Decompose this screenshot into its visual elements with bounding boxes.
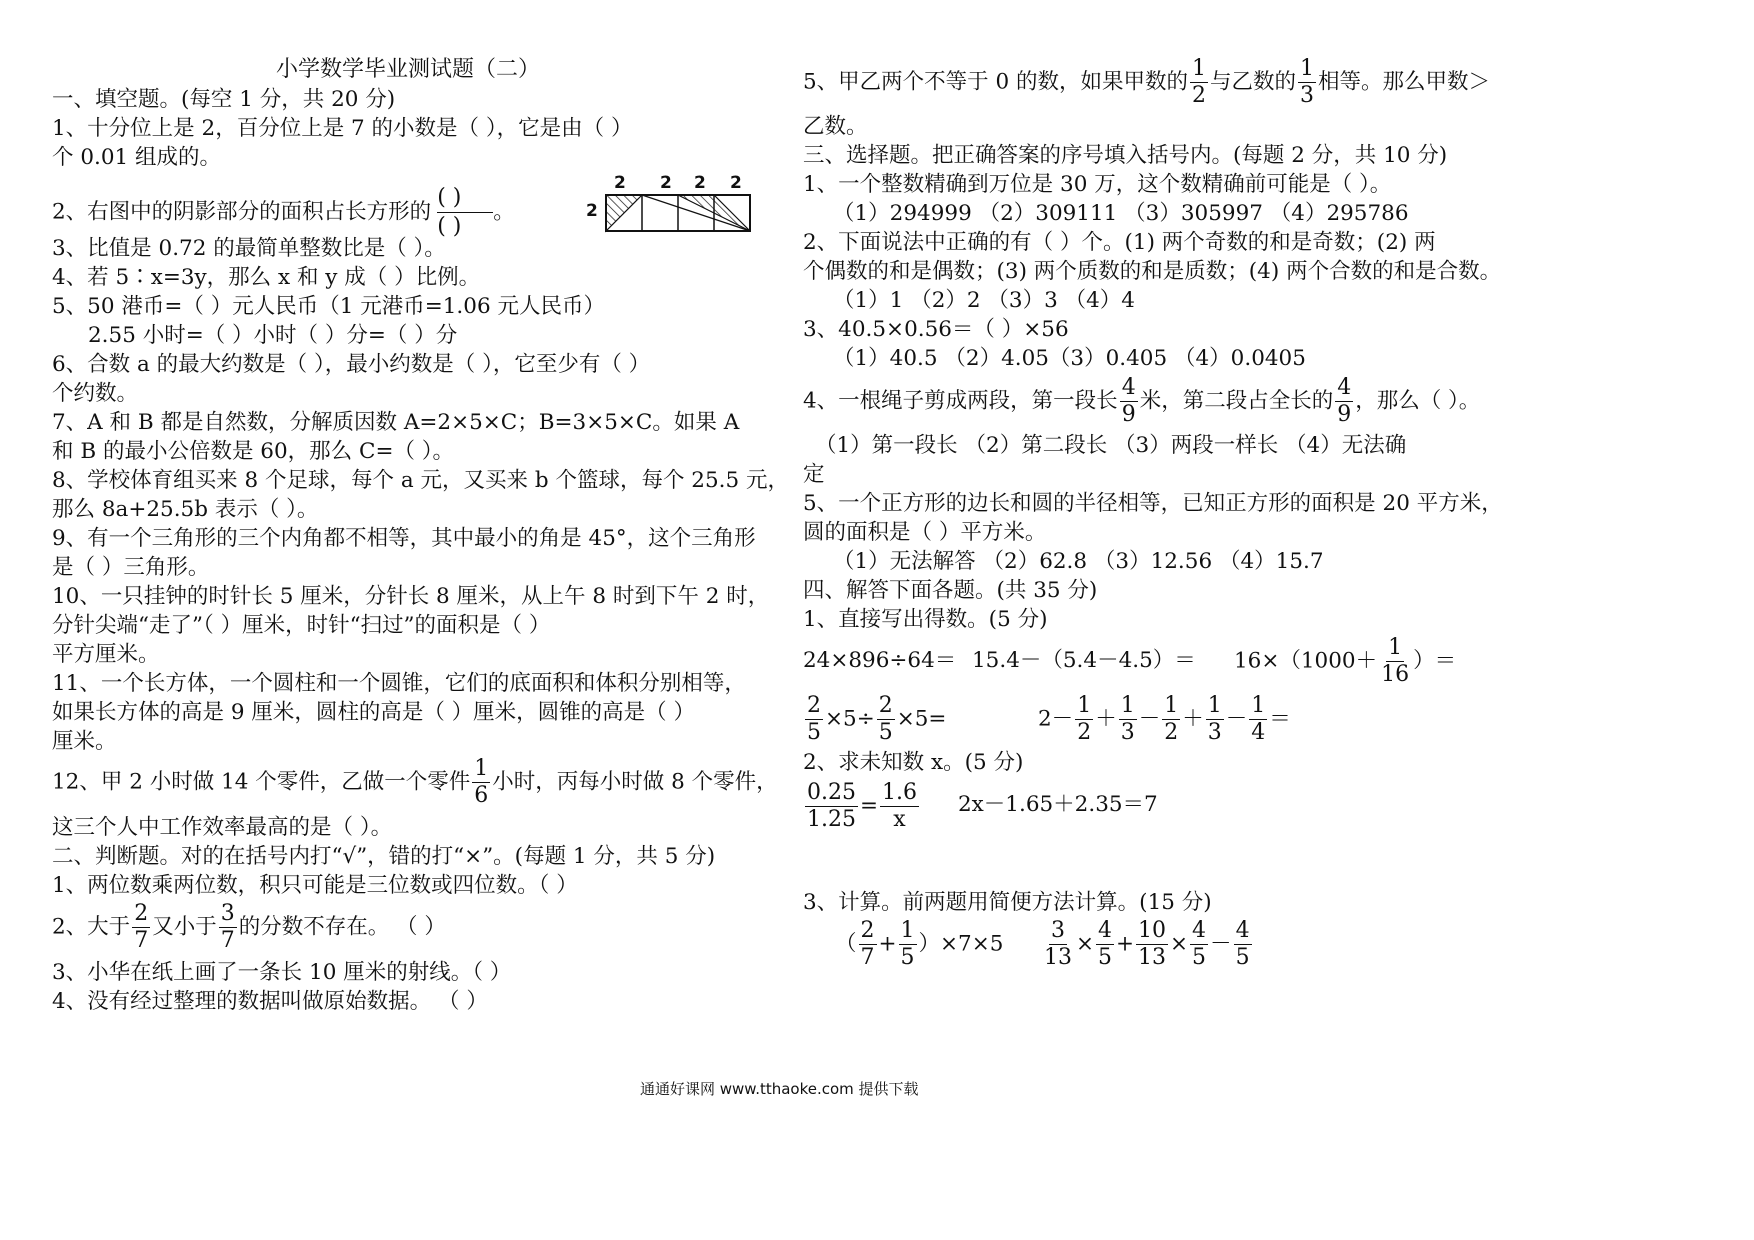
operator: － bbox=[1138, 706, 1161, 732]
operator: － bbox=[1210, 931, 1232, 957]
fraction bbox=[1234, 920, 1252, 969]
question-text: 2、下面说法中正确的有（ ）个。(1) 两个奇数的和是奇数；(2) 两 bbox=[803, 230, 1436, 255]
expression-part: 2－ bbox=[1038, 706, 1074, 732]
denominator: 1.25 bbox=[807, 807, 856, 832]
numerator: 1 bbox=[1300, 56, 1315, 81]
numerator: 4 bbox=[1337, 375, 1352, 400]
numerator: 4 bbox=[1121, 375, 1136, 400]
question-text: 与乙数的 bbox=[1210, 69, 1297, 95]
operator: ＋ bbox=[1182, 706, 1204, 732]
fraction bbox=[1249, 695, 1267, 744]
question-text: 7、A 和 B 都是自然数，分解质因数 A=2×5×C；B=3×5×C。如果 A bbox=[52, 410, 740, 435]
question-text: 5、50 港币=（ ）元人民币（1 元港币=1.06 元人民币） bbox=[52, 294, 605, 319]
question-text: 如果长方体的高是 9 厘米，圆柱的高是（ ）厘米，圆锥的高是（ ） bbox=[52, 700, 696, 725]
fraction bbox=[1162, 695, 1180, 744]
expression-part: ×5÷ bbox=[825, 706, 875, 732]
question-text: 分针尖端“走了”（ ）厘米，时针“扫过”的面积是（ ） bbox=[52, 613, 551, 638]
denominator: 5 bbox=[900, 945, 915, 970]
fraction bbox=[899, 920, 917, 969]
answer-options: （1）40.5 （2）4.05（3）0.405 （4）0.0405 bbox=[833, 346, 1306, 371]
expression-part: ×5= bbox=[896, 706, 947, 732]
question-text: 9、有一个三角形的三个内角都不相等，其中最小的角是 45°，这个三角形 bbox=[52, 526, 756, 551]
answer-options: （1）无法解答 （2）62.8 （3）12.56 （4）15.7 bbox=[833, 549, 1324, 574]
numerator: 2 bbox=[134, 901, 149, 926]
question-text bbox=[52, 903, 446, 952]
operator: × bbox=[1170, 931, 1189, 957]
section-heading-fill-in: 一、填空题。(每空 1 分，共 20 分) bbox=[52, 87, 396, 112]
section-heading-judge: 二、判断题。对的在括号内打“√”，错的打“×”。(每题 1 分，共 5 分) bbox=[52, 844, 716, 869]
expression bbox=[1234, 637, 1456, 686]
denominator: x bbox=[893, 807, 906, 832]
question-text: 2、右图中的阴影部分的面积占长方形的 bbox=[52, 199, 432, 225]
denominator: 2 bbox=[1164, 720, 1179, 745]
numerator: 3 bbox=[220, 901, 235, 926]
fraction bbox=[1075, 695, 1093, 744]
question-text: 个约数。 bbox=[52, 381, 139, 406]
numerator: 1 bbox=[1077, 693, 1092, 718]
expression-part: ）×7×5 bbox=[918, 931, 1004, 957]
fraction bbox=[132, 903, 150, 952]
numerator: 3 bbox=[1051, 918, 1065, 943]
figure-label: 2 bbox=[730, 173, 742, 193]
equation: 2x－1.65＋2.35＝7 bbox=[958, 792, 1158, 817]
denominator: 6 bbox=[474, 783, 489, 808]
figure-label: 2 bbox=[694, 173, 706, 193]
question-text bbox=[52, 184, 515, 241]
denominator: 2 bbox=[1077, 720, 1092, 745]
fraction bbox=[1120, 377, 1138, 426]
question-text: 3、计算。前两题用简便方法计算。(15 分) bbox=[803, 890, 1212, 915]
expression-part: ）＝ bbox=[1413, 648, 1457, 674]
numerator: 4 bbox=[1235, 918, 1250, 943]
fraction bbox=[1379, 637, 1411, 686]
question-text: 4、一根绳子剪成两段，第一段长 bbox=[803, 388, 1118, 414]
punctuation: 。 bbox=[493, 199, 515, 225]
section-heading-solve: 四、解答下面各题。(共 35 分) bbox=[803, 578, 1098, 603]
numerator: 1 bbox=[1388, 635, 1403, 660]
fraction bbox=[877, 695, 895, 744]
question-text bbox=[52, 758, 778, 807]
fraction bbox=[1206, 695, 1224, 744]
numerator: 1 bbox=[474, 756, 489, 781]
numerator: 0.25 bbox=[807, 780, 856, 805]
question-text: 10、一只挂钟的时针长 5 厘米，分针长 8 厘米，从上午 8 时到下午 2 时， bbox=[52, 584, 770, 609]
question-text: 2、求未知数 x。(5 分) bbox=[803, 750, 1024, 775]
denominator: 2 bbox=[1192, 83, 1207, 108]
denominator: 4 bbox=[1251, 720, 1266, 745]
question-text: 3、小华在纸上画了一条长 10 厘米的射线。（ ） bbox=[52, 960, 512, 985]
question-text: 个 0.01 组成的。 bbox=[52, 145, 222, 170]
operator: + bbox=[878, 931, 897, 957]
question-text: 小时，丙每小时做 8 个零件， bbox=[492, 769, 778, 795]
section-heading-choice: 三、选择题。把正确答案的序号填入括号内。(每题 2 分，共 10 分) bbox=[803, 143, 1448, 168]
expression: 24×896÷64＝ bbox=[803, 648, 957, 673]
expression: 15.4－（5.4－4.5）＝ bbox=[972, 648, 1196, 673]
question-text: 12、甲 2 小时做 14 个零件，乙做一个零件 bbox=[52, 769, 471, 795]
blank-numerator: ( ) bbox=[437, 185, 462, 210]
expression-part: 16×（1000＋ bbox=[1234, 648, 1378, 674]
operator: + bbox=[1116, 931, 1135, 957]
fraction bbox=[1119, 695, 1137, 744]
question-text: 这三个人中工作效率最高的是（ ）。 bbox=[52, 815, 393, 840]
question-text: 3、40.5×0.56＝（ ）×56 bbox=[803, 317, 1069, 342]
fraction bbox=[1042, 920, 1074, 969]
question-text: 的分数不存在。 （ ） bbox=[238, 914, 446, 940]
numerator: 2 bbox=[878, 693, 893, 718]
numerator: 2 bbox=[860, 918, 875, 943]
question-text: 1、十分位上是 2，百分位上是 7 的小数是（ ），它是由（ ） bbox=[52, 116, 633, 141]
fraction bbox=[1096, 920, 1114, 969]
denominator: 3 bbox=[1120, 720, 1135, 745]
operator: ＋ bbox=[1095, 706, 1117, 732]
answer-options: （1）1 （2）2 （3）3 （4）4 bbox=[833, 288, 1135, 313]
denominator: 5 bbox=[878, 720, 893, 745]
operator: × bbox=[1076, 931, 1095, 957]
question-text: 个偶数的和是偶数；(3) 两个质数的和是质数；(4) 两个合数的和是合数。 bbox=[803, 259, 1502, 284]
operator: ＝ bbox=[1269, 706, 1291, 732]
answer-options: （1）第一段长 （2）第二段长 （3）两段一样长 （4）无法确 bbox=[815, 433, 1407, 458]
equation bbox=[803, 782, 921, 831]
question-text: 11、一个长方体，一个圆柱和一个圆锥，它们的底面积和体积分别相等， bbox=[52, 671, 746, 696]
question-text: 3、比值是 0.72 的最简单整数比是（ ）。 bbox=[52, 236, 446, 261]
fraction bbox=[1335, 377, 1353, 426]
question-text bbox=[803, 58, 1490, 107]
shaded-rectangle-figure bbox=[604, 193, 754, 235]
question-text: 1、两位数乘两位数，积只可能是三位数或四位数。（ ） bbox=[52, 873, 578, 898]
question-text: 5、甲乙两个不等于 0 的数，如果甲数的 bbox=[803, 69, 1189, 95]
numerator: 1 bbox=[900, 918, 915, 943]
fraction bbox=[1298, 58, 1316, 107]
denominator: 5 bbox=[1098, 945, 1113, 970]
operator: = bbox=[859, 793, 878, 819]
question-text: ，那么（ ）。 bbox=[1355, 388, 1481, 414]
question-text: 2.55 小时=（ ）小时（ ）分=（ ）分 bbox=[88, 323, 458, 348]
question-text: 是（ ）三角形。 bbox=[52, 555, 210, 580]
question-text: 平方厘米。 bbox=[52, 642, 160, 667]
question-text: 那么 8a+25.5b 表示（ ）。 bbox=[52, 497, 319, 522]
denominator: 13 bbox=[1138, 945, 1167, 970]
fraction bbox=[1190, 920, 1208, 969]
operator: － bbox=[1225, 706, 1248, 732]
denominator: 7 bbox=[134, 928, 149, 953]
numerator: 1.6 bbox=[882, 780, 917, 805]
page-title: 小学数学毕业测试题（二） bbox=[276, 57, 541, 82]
footer-credit: 通通好课网 www.tthaoke.com 提供下载 bbox=[640, 1080, 919, 1098]
fraction bbox=[219, 903, 237, 952]
question-text: 8、学校体育组买来 8 个足球，每个 a 元，又买来 b 个篮球，每个 25.5 元， bbox=[52, 468, 789, 493]
question-text: 5、一个正方形的边长和圆的半径相等，已知正方形的面积是 20 平方米， bbox=[803, 491, 1503, 516]
denominator: 3 bbox=[1300, 83, 1315, 108]
answer-fraction-blank bbox=[437, 184, 493, 241]
numerator: 1 bbox=[1120, 693, 1135, 718]
question-text: 米，第二段占全长的 bbox=[1139, 388, 1334, 414]
question-text: 乙数。 bbox=[803, 114, 868, 139]
expression bbox=[1040, 920, 1254, 969]
numerator: 1 bbox=[1164, 693, 1179, 718]
answer-options: （1）294999 （2）309111 （3）305997 （4）295786 bbox=[833, 201, 1409, 226]
question-text: 2、大于 bbox=[52, 914, 131, 940]
denominator: 7 bbox=[860, 945, 875, 970]
numerator: 2 bbox=[807, 693, 821, 718]
question-text: 和 B 的最小公倍数是 60，那么 C=（ ）。 bbox=[52, 439, 455, 464]
denominator: 3 bbox=[1207, 720, 1222, 745]
numerator: 10 bbox=[1138, 918, 1167, 943]
blank-denominator: ( ) bbox=[437, 214, 462, 239]
question-text: 厘米。 bbox=[52, 729, 117, 754]
denominator: 5 bbox=[1235, 945, 1250, 970]
expression bbox=[803, 695, 946, 744]
figure-label: 2 bbox=[586, 201, 598, 221]
denominator: 16 bbox=[1381, 662, 1410, 687]
question-text: 圆的面积是（ ）平方米。 bbox=[803, 520, 1047, 545]
numerator: 1 bbox=[1207, 693, 1222, 718]
question-text: 又小于 bbox=[152, 914, 217, 940]
fraction bbox=[1190, 58, 1208, 107]
question-text: 1、一个整数精确到万位是 30 万，这个数精确前可能是（ ）。 bbox=[803, 172, 1392, 197]
question-text bbox=[803, 377, 1480, 426]
fraction bbox=[880, 782, 919, 831]
denominator: 13 bbox=[1044, 945, 1072, 970]
question-text: 4、没有经过整理的数据叫做原始数据。 （ ） bbox=[52, 989, 488, 1014]
question-text: 相等。那么甲数＞ bbox=[1318, 69, 1491, 95]
question-text: 定 bbox=[803, 462, 825, 487]
denominator: 5 bbox=[1192, 945, 1207, 970]
fraction bbox=[472, 758, 490, 807]
numerator: 1 bbox=[1251, 693, 1266, 718]
figure-label: 2 bbox=[660, 173, 672, 193]
denominator: 5 bbox=[807, 720, 821, 745]
question-text: 6、合数 a 的最大约数是（ ），最小约数是（ ），它至少有（ ） bbox=[52, 352, 651, 377]
fraction bbox=[805, 782, 858, 831]
fraction bbox=[1136, 920, 1168, 969]
denominator: 9 bbox=[1337, 402, 1352, 427]
numerator: 4 bbox=[1192, 918, 1207, 943]
figure-label: 2 bbox=[614, 173, 626, 193]
fraction bbox=[805, 695, 823, 744]
denominator: 9 bbox=[1121, 402, 1136, 427]
question-text: 4、若 5∶x=3y，那么 x 和 y 成（ ）比例。 bbox=[52, 265, 481, 290]
numerator: 1 bbox=[1192, 56, 1207, 81]
question-text: 1、直接写出得数。(5 分) bbox=[803, 607, 1048, 632]
expression bbox=[835, 920, 1003, 969]
denominator: 7 bbox=[220, 928, 235, 953]
numerator: 4 bbox=[1098, 918, 1113, 943]
expression-part: （ bbox=[835, 931, 857, 957]
fraction bbox=[859, 920, 877, 969]
expression bbox=[1038, 695, 1291, 744]
